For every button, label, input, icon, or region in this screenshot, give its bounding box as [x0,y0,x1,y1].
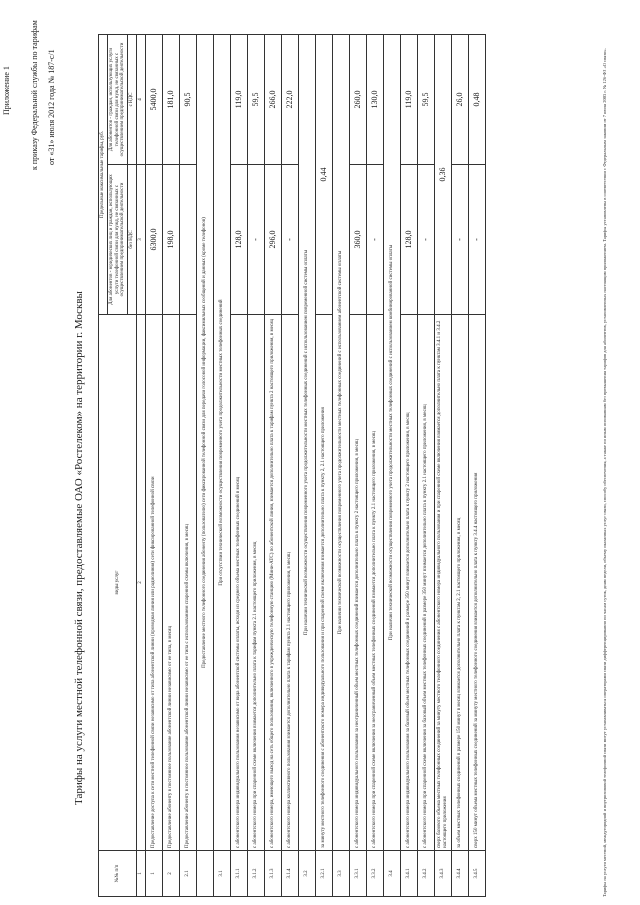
table-section-row [213,35,230,897]
row-number: 3.3.2 [366,851,383,897]
index-cell: 2 [136,315,145,851]
row-number: 3.4.1 [400,851,417,897]
tariff-value-with-vat: 181,0 [162,35,179,165]
service-description: с абонентского номера при спаренной схеме включения за базовый объем местных телефонных соединений в размере 350 минут взимается дополнительно плата к пункту 2.1 настоящего приложения, в месяц [417,315,434,851]
service-description: сверх базового объема местных телефонных соединений за минуту местного телефонного соединения с абонентского номера индивидуального пользования и при спаренной схеме включения взимается дополнительно плата к пунктам 3.4.1 и 3.4.2 настоящего приложения [434,315,451,851]
order-reference: к приказу Федеральной службы по тарифам [30,20,39,170]
tariff-value-with-vat: 5400,0 [145,35,162,165]
service-description: Предоставление абоненту в постоянное пользование абонентской линии независимо от ее типа с использованием спаренной схемы включения, в месяц [179,315,196,851]
row-number: 3.1.2 [247,851,264,897]
service-description: с абонентского номера коллективного пользования взимается дополнительно плата к тарифам пункта 2.1 настоящего приложения, в месяц [281,315,298,851]
table-row [315,35,332,897]
service-description: сверх 150 минут объема местных телефонных соединений за минуту местного телефонного соединения взимается дополнительно плата к пункту 3.4.4 настоящего приложения [468,315,485,851]
table-row [145,35,162,897]
document-title: Тарифы на услуги местной телефонной связи, предоставляемые ОАО «Ростелеком» на территории г. Москвы [73,291,85,805]
service-description: Предоставление доступа к сети местной телефонной связи независимо от типа абонентской линии (проводная линия или радиолиния) сети фиксированной телефонной связи [145,315,162,851]
row-number: 3.3 [332,851,349,897]
tariff-value-without-vat: 128,0 [400,165,417,315]
service-description: за объем местных телефонных соединений в размере 150 минут в месяц взимается дополнительно плата к пунктам 2, 2.1 настоящего приложения, в месяц [451,315,468,851]
header-column-b-vat: с НДС [128,35,137,165]
row-number: 3.4.4 [451,851,468,897]
row-number: 3.3.1 [349,851,366,897]
order-number: от «31» июля 2012 года № 187-с/1 [47,49,56,165]
service-description: с абонентского номера индивидуального пользования за базовый объем местных телефонных соединений в размере 350 минут взимается дополнительно плата к пункту 2 настоящего приложения, в месяц [400,315,417,851]
service-description: с абонентского номера при спаренной схеме включения за неограниченный объем местных телефонных соединений взимается дополнительно плата к пункту 2.1 настоящего приложения, в месяц [366,315,383,851]
service-description: При наличии технической возможности осуществления повременного учета продолжительности местных телефонных соединений с использованием повременной системы оплаты [298,35,315,851]
table-section-row [196,35,213,897]
service-description: Предоставление местного телефонного соединения абоненту (пользователю) сети фиксированной телефонной связи для передачи голосовой информации, факсимильных сообщений и данных (кроме телефонов) [196,35,213,851]
table-row [451,35,468,897]
tariff-value-without-vat: 6300,0 [145,165,162,315]
service-description: за минуту местного телефонного соединения с абонентского номера индивидуального пользования и при спаренной схеме включения взимается дополнительно плата к пункту 2, 2.1 настоящего приложения [315,315,332,851]
tariff-value-without-vat: - [281,165,298,315]
tariff-value-with-vat: 26,0 [451,35,468,165]
row-number: 3.1.3 [264,851,281,897]
table-section-row [383,35,400,897]
header-group: Предельные максимальные тарифы, руб. [99,35,108,315]
row-number: 2 [162,851,179,897]
service-description: с абонентского номера индивидуального пользования независимо от вида абонентской системы оплаты, исходя из среднего объема местных телефонных соединений в месяц [230,315,247,851]
index-cell: 3 [136,165,145,315]
row-number [196,851,213,897]
row-number: 3.4.2 [417,851,434,897]
row-number: 3.1.1 [230,851,247,897]
row-number: 3.1.4 [281,851,298,897]
table-row [468,35,485,897]
service-description: При отсутствии технической возможности осуществления повременного учета продолжительности местных телефонных соединений [213,35,230,851]
tariff-value-without-vat: 198,0 [162,165,179,315]
tariff-value-with-vat: 119,0 [230,35,247,165]
tariff-value-without-vat: - [247,165,264,315]
tariff-value-without-vat: 360,0 [349,165,366,315]
table-section-row [332,35,349,897]
service-description: с абонентского номера, имеющего выход на сеть общего пользования, включенного в учрежденческую телефонную станцию (Мини-АТС) по абонентской линии, взимается дополнительно плата к тарифам пункта 2 настоящего приложения, в месяц [264,315,281,851]
tariff-value-without-vat: - [451,165,468,315]
table-row [179,35,196,897]
tariff-value-with-vat: 266,0 [264,35,281,165]
tariff-value-with-vat: 59,5 [247,35,264,165]
tariff-value-with-vat: 119,0 [400,35,417,165]
tariff-value-shared: 0,36 [434,35,451,315]
row-number: 1 [145,851,162,897]
tariff-value-without-vat: 296,0 [264,165,281,315]
table-row [349,35,366,897]
table-row [366,35,383,897]
row-number: 3.4 [383,851,400,897]
tariff-value-without-vat: 128,0 [230,165,247,315]
header-column-a: Для абонентов - юридических лиц и граждан, использующих услуги телефонной связи для нужд, не связанных с осуществлением предпринимательской деятельности [107,165,127,315]
table-row [162,35,179,897]
row-number: 3.4.3 [434,851,451,897]
tariff-value-with-vat: 130,0 [366,35,383,165]
tariff-value-without-vat: - [417,165,434,315]
header-column-a-vat: без НДС [128,165,137,315]
tariff-value-with-vat: 90,5 [179,35,196,165]
header-service: виды услуг [99,315,137,851]
table-row [434,35,451,897]
service-description: с абонентского номера индивидуального пользования за неограниченный объем местных телефонных соединений взимается дополнительно плата к пункту 2 настоящего приложения, в месяц [349,315,366,851]
row-number: 3.2 [298,851,315,897]
tariff-value-without-vat [179,165,196,315]
tariff-value-with-vat: 59,5 [417,35,434,165]
tariff-value-without-vat: - [366,165,383,315]
row-number: 3.1 [213,851,230,897]
table-row [264,35,281,897]
table-row [247,35,264,897]
header-number: №№ п/п [99,851,137,897]
table-row [417,35,434,897]
tariff-table [98,34,486,897]
service-description: с абонентского номера при спаренной схеме включения взимается дополнительно плата к тарифам пункта 2.1 настоящего приложения, в месяц [247,315,264,851]
service-description: При наличии технической возможности осуществления повременного учета продолжительности местных телефонных соединений с использованием абонентской системы оплаты [332,35,349,851]
table-section-row [298,35,315,897]
table-row [281,35,298,897]
table-body [145,35,485,897]
tariff-value-without-vat: - [468,165,485,315]
tariff-value-with-vat: 260,0 [349,35,366,165]
row-number: 3.4.5 [468,851,485,897]
index-cell: 4 [136,35,145,165]
row-number: 2.1 [179,851,196,897]
tariff-value-shared: 0,44 [315,35,332,315]
table-row [230,35,247,897]
service-description: Предоставление абоненту в постоянное пользование абонентской линии независимо от ее типа, в месяц [162,315,179,851]
table-row [400,35,417,897]
tariff-value-with-vat: 0,48 [468,35,485,165]
footnote: Тарифы на услуги местной, междугородной и внутризоновой телефонной связи могут устанавливаться операторами связи дифференцированно по часам суток, дням недели, объему оказанных услуг связи, способу обеспечения, а также по иным основаниям без превышения тарифов для абонентов, установленных настоящим приложением. Тарифы установлены в соответствии с Федеральным законом от 7 июля 2003 г. № 126-ФЗ «О связи». [602,48,607,897]
tariff-value-with-vat: 222,0 [281,35,298,165]
appendix-label: Приложение 1 [2,66,11,115]
header-column-b: Для абонентов - граждан, использующих услуги телефонной связи для нужд, не связанных с осуществлением предпринимательской деятельности [107,35,127,165]
index-cell: 1 [136,851,145,897]
row-number: 3.2.1 [315,851,332,897]
service-description: При наличии технической возможности осуществления повременного учета продолжительности местных телефонных соединений с использованием комбинированной системы оплаты [383,35,400,851]
